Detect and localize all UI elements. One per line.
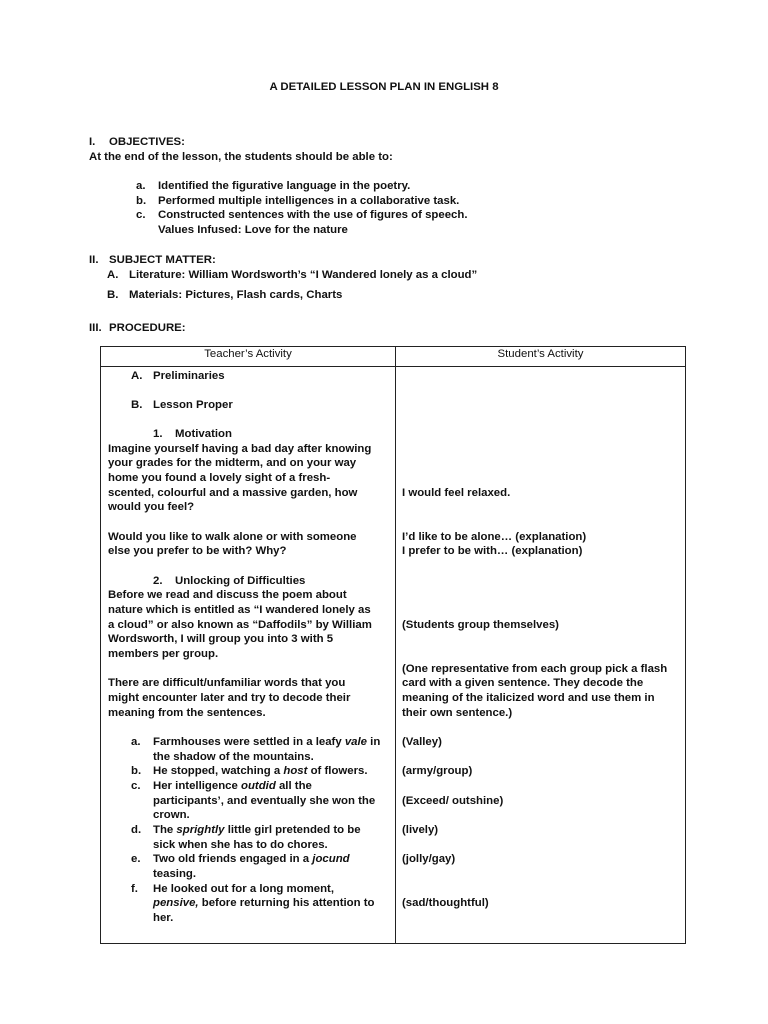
motivation-text: would you feel?	[108, 501, 195, 513]
vocabulary-sentence: teasing.	[153, 868, 197, 880]
student-response: card with a given sentence. They decode the	[402, 677, 644, 689]
motivation-text: scented, colourful and a massive garden, how	[108, 487, 358, 499]
student-response: meaning of the italicized word and use them in	[402, 692, 655, 704]
vocabulary-sentence: Her intelligence outdid all the	[153, 780, 312, 792]
answer-item: (Valley)	[402, 736, 442, 748]
teacher-column-header: Teacher’s Activity	[101, 347, 396, 367]
vocabulary-sentence: crown.	[153, 809, 190, 821]
answer-item: (sad/thoughtful)	[402, 897, 489, 909]
preliminaries-label: Preliminaries	[153, 370, 225, 382]
section-heading-text: PROCEDURE:	[109, 322, 186, 334]
page-title: A DETAILED LESSON PLAN IN ENGLISH 8	[269, 81, 499, 93]
unlocking-text: members per group.	[108, 648, 219, 660]
unlocking-text: Before we read and discuss the poem about	[108, 589, 347, 601]
vocabulary-sentence: the shadow of the mountains.	[153, 751, 314, 763]
procedure-heading	[89, 321, 186, 336]
motivation-text: home you found a lovely sight of a fresh-	[108, 472, 331, 484]
unlocking-text: a cloud” or also known as “Daffodils” by William	[108, 619, 372, 631]
student-activity-cell	[396, 367, 686, 944]
teacher-activity-cell: A. Preliminaries B. Lesson Proper 1. Motivation Imagine yourself having a bad day after knowing your grades for the midterm, and on your way home you found a lovely sight of a fresh- scented, colourful and a massive garden, how would you feel? Would you like to walk alone or with someone else you prefer to be with? Why? 2. Unlocking of Difficulties Before we read and discuss the poem about nature which is entitled as “I wandered lonely as a cloud” or also known as “Daffodils” by William Wordsworth, I will group you into 3 with 5 members per group. There are difficult/unfamiliar words that you might encounter later and try to decode their meaning from the sentences. a. Farmhouses were settled in a leafy vale in the shadow of the mountains. b. He stopped, watching a host of flowers. c. Her intelligence outdid all the participants’, and eventually she won the crown. d. The sprightly little girl pretended to be sick when she has to do chores. e. Two old friends engaged in a jocund teasing. f. He looked out for a long moment, pensive, before returning his attention to her.	[101, 367, 396, 944]
subject-matter-heading	[89, 253, 216, 268]
student-response: (Students group themselves)	[402, 619, 559, 631]
student-response: I’d like to be alone… (explanation)	[402, 531, 587, 543]
answer-item: (jolly/gay)	[402, 853, 456, 865]
vocabulary-sentence: The sprightly little girl pretended to be	[153, 824, 361, 836]
vocabulary-sentence: Farmhouses were settled in a leafy vale in	[153, 736, 381, 748]
section-numeral: III.	[89, 322, 102, 334]
student-column-header: Student’s Activity	[396, 347, 686, 367]
words-text: meaning from the sentences.	[108, 707, 266, 719]
section-numeral: II.	[89, 254, 99, 266]
answer-item: (lively)	[402, 824, 439, 836]
objective-item: a. Identified the figurative language in the poetry.	[136, 180, 411, 192]
words-text: There are difficult/unfamiliar words that you	[108, 677, 346, 689]
vocabulary-sentence: pensive, before returning his attention to	[153, 897, 375, 909]
objectives-intro: At the end of the lesson, the students should be able to:	[89, 151, 393, 163]
student-response: I would feel relaxed.	[402, 487, 511, 499]
question-text: else you prefer to be with? Why?	[108, 545, 287, 557]
objectives-heading	[89, 135, 185, 150]
lesson-proper-label: Lesson Proper	[153, 399, 233, 411]
vocabulary-sentence: her.	[153, 912, 174, 924]
student-response: (One representative from each group pick a flash	[402, 663, 668, 675]
objective-item: c. Constructed sentences with the use of figures of speech.	[136, 209, 468, 221]
vocabulary-sentence: sick when she has to do chores.	[153, 839, 328, 851]
motivation-text: your grades for the midterm, and on your way	[108, 457, 357, 469]
section-heading-text: OBJECTIVES:	[109, 136, 185, 148]
subject-matter-item: A. Literature: William Wordsworth’s “I Wandered lonely as a cloud”	[107, 269, 478, 281]
subject-matter-item: B. Materials: Pictures, Flash cards, Charts	[107, 289, 343, 301]
vocabulary-sentence: He stopped, watching a host of flowers.	[153, 765, 368, 777]
question-text: Would you like to walk alone or with someone	[108, 531, 357, 543]
answer-item: (Exceed/ outshine)	[402, 795, 504, 807]
section-numeral: I.	[89, 136, 96, 148]
answer-item: (army/group)	[402, 765, 473, 777]
words-text: might encounter later and try to decode their	[108, 692, 351, 704]
objective-item: b. Performed multiple intelligences in a collaborative task.	[136, 195, 460, 207]
values-infused: Values Infused: Love for the nature	[158, 224, 348, 236]
student-response: their own sentence.)	[402, 707, 513, 719]
unlocking-text: Wordsworth, I will group you into 3 with 5	[108, 633, 334, 645]
student-response: I prefer to be with… (explanation)	[402, 545, 583, 557]
unlocking-label: Unlocking of Difficulties	[175, 575, 306, 587]
unlocking-text: nature which is entitled as “I wandered lonely as	[108, 604, 371, 616]
vocabulary-sentence: He looked out for a long moment,	[153, 883, 334, 895]
motivation-label: Motivation	[175, 428, 232, 440]
vocabulary-sentence: participants’, and eventually she won the	[153, 795, 376, 807]
motivation-text: Imagine yourself having a bad day after knowing	[108, 443, 372, 455]
procedure-table	[100, 346, 686, 944]
vocabulary-sentence: Two old friends engaged in a jocund	[153, 853, 350, 865]
section-heading-text: SUBJECT MATTER:	[109, 254, 216, 266]
